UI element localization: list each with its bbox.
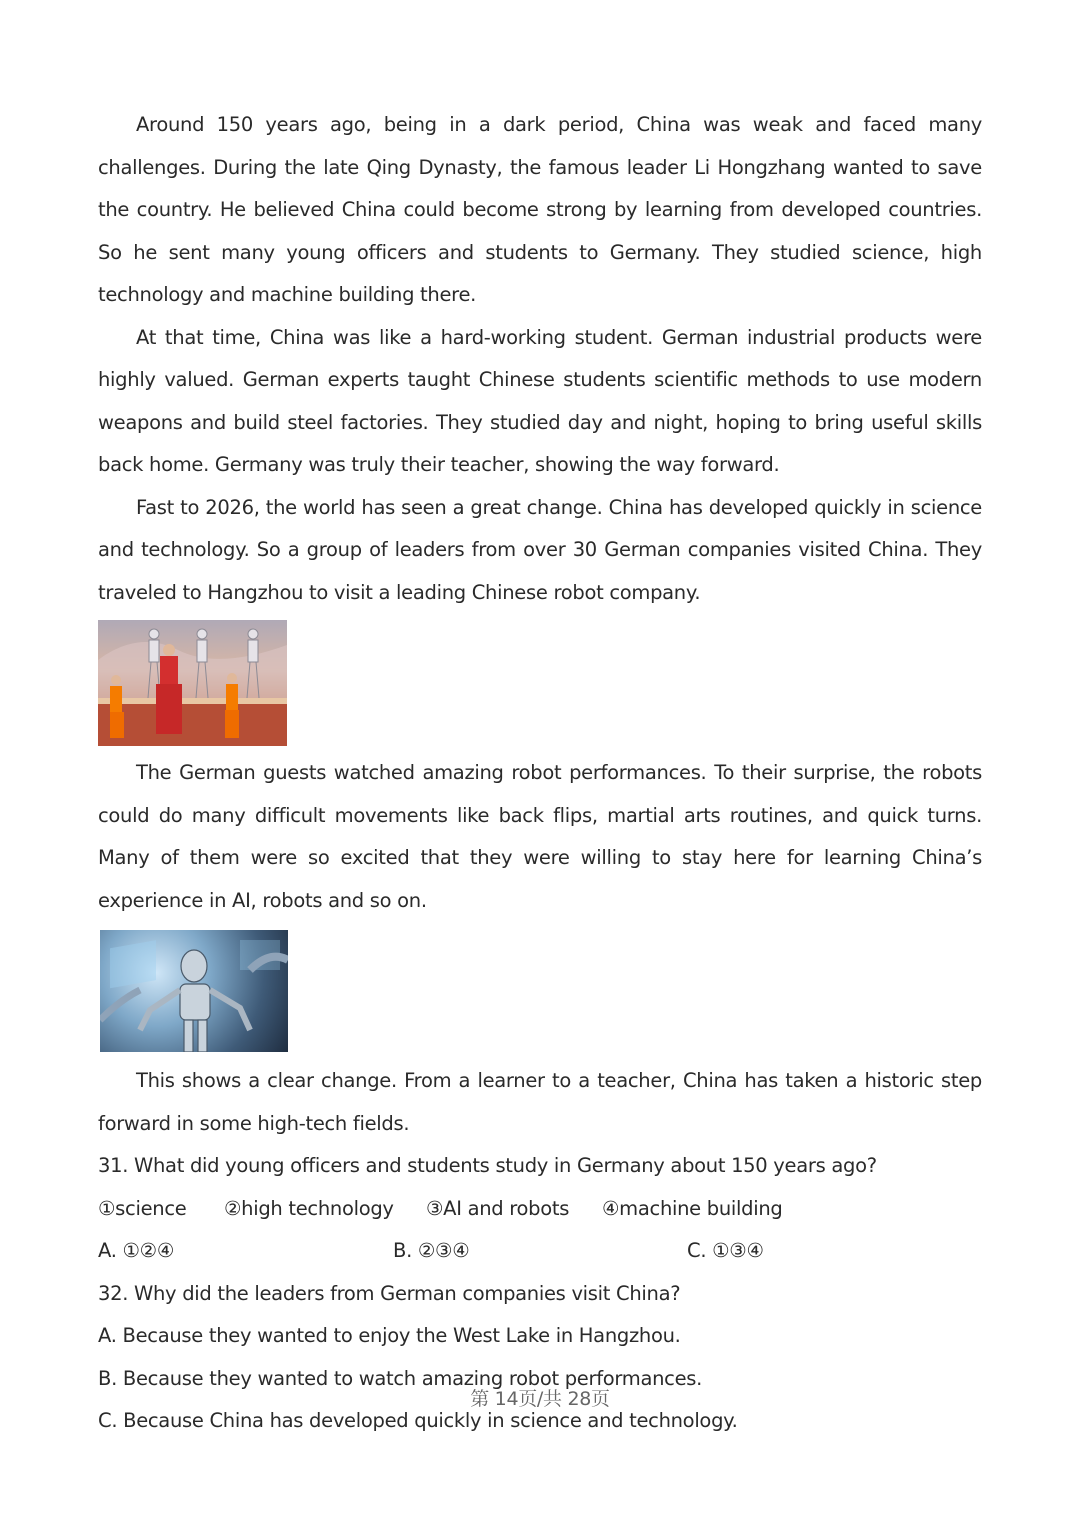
choice-c[interactable]: C. ①③④ bbox=[687, 1239, 764, 1262]
page-number: 第 14页/共 28页 bbox=[470, 1388, 610, 1410]
choice-a[interactable]: A. ①②④ bbox=[98, 1239, 175, 1262]
passage-paragraph-2: At that time, China was like a hard-working student. German industrial products were highly valued. German experts taught Chinese students scientific methods to use modern weapons and build steel factories. They studied day and night, hoping to bring useful skills back home. Germany was truly their teacher, showing the way forward. bbox=[98, 325, 982, 476]
question-31-choices bbox=[98, 1230, 982, 1273]
item-1: ①science bbox=[98, 1196, 187, 1220]
passage-paragraph-5: This shows a clear change. From a learner to a teacher, China has taken a historic step forward in some high-tech fields. bbox=[98, 1069, 982, 1135]
question-32: 32. Why did the leaders from German companies visit China? bbox=[98, 1281, 681, 1305]
question-31: 31. What did young officers and students study in Germany about 150 years ago? bbox=[98, 1154, 877, 1177]
document-page bbox=[98, 104, 982, 1443]
passage-paragraph-3: Fast to 2026, the world has seen a great change. China has developed quickly in science and technology. So a group of leaders from over 30 German companies visited China. They traveled to Hangzhou to visit a leading Chinese robot company. bbox=[98, 495, 982, 604]
choice-b[interactable]: B. ②③④ bbox=[393, 1239, 470, 1262]
question-31-items bbox=[98, 1188, 982, 1231]
passage-paragraph-4: The German guests watched amazing robot performances. To their surprise, the robots could do many difficult movements like back flips, martial arts routines, and quick turns. Many of them were so excited that they were willing to stay here for learning China’s experience in AI, robots and so on. bbox=[98, 761, 982, 912]
item-3: ③AI and robots bbox=[426, 1196, 570, 1220]
robot-performance-photo bbox=[98, 620, 287, 746]
passage-paragraph-1: Around 150 years ago, being in a dark period, China was weak and faced many challenges. During the late Qing Dynasty, the famous leader Li Hongzhang wanted to save the country. He believed China could become strong by learning from developed countries. So he sent many young officers and students to Germany. They studied science, high technology and machine building there. bbox=[98, 113, 982, 306]
choice-b[interactable]: B. Because they wanted to watch amazing robot performances. bbox=[98, 1366, 703, 1390]
choice-a[interactable]: A. Because they wanted to enjoy the West Lake in Hangzhou. bbox=[98, 1324, 681, 1347]
item-4: ④machine building bbox=[602, 1196, 783, 1220]
item-2: ②high technology bbox=[224, 1196, 394, 1220]
ai-robot-photo bbox=[100, 930, 288, 1052]
choice-c[interactable]: C. Because China has developed quickly in science and technology. bbox=[98, 1409, 738, 1432]
